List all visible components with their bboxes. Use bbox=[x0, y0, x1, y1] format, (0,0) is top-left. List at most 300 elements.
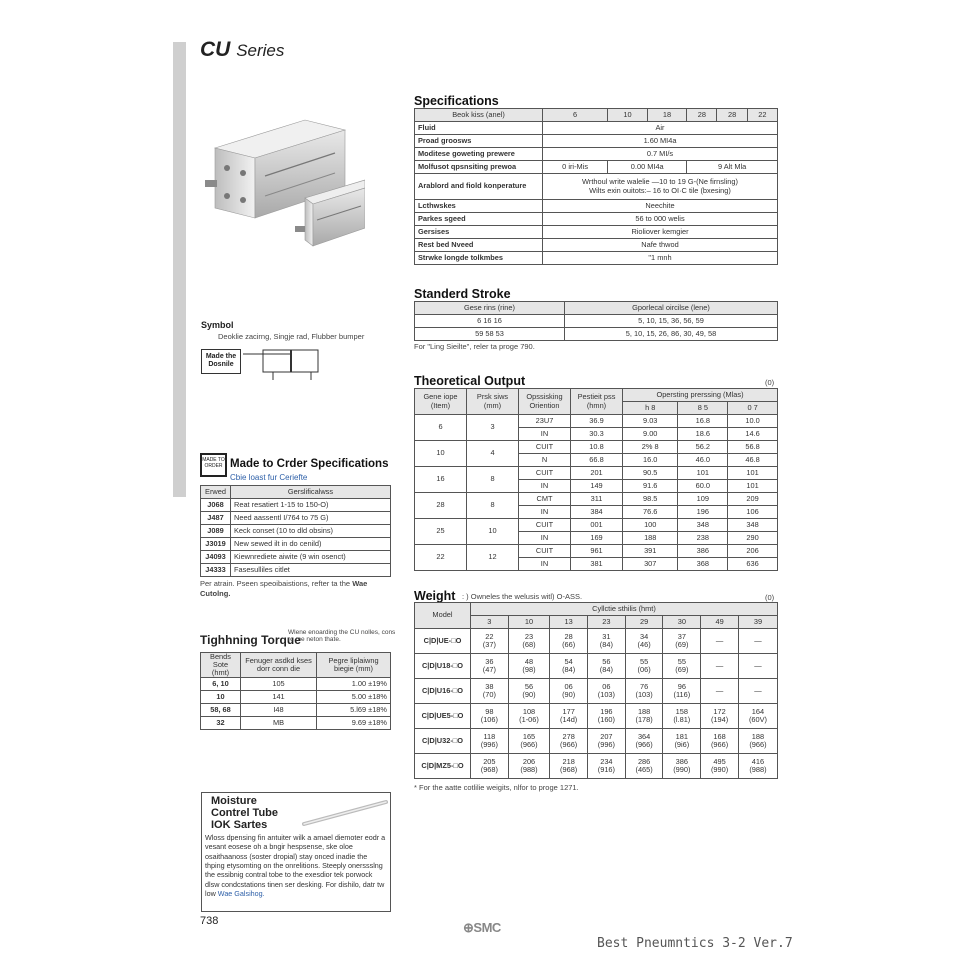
series-name: CU bbox=[200, 38, 231, 61]
weight-cell bbox=[663, 654, 701, 679]
tt-note: Wlene enoarding the CU nolles, cons ro me neton thate. bbox=[288, 629, 396, 644]
output-direction: IN bbox=[519, 506, 571, 519]
output-direction: CMT bbox=[519, 493, 571, 506]
weight-value-alt: (966) bbox=[560, 740, 578, 749]
weight-value-alt: (90) bbox=[522, 690, 536, 699]
mto-spec: Need aassentl I/764 to 75 G) bbox=[231, 512, 391, 525]
output-value: 391 bbox=[623, 545, 678, 558]
spec-row-label: Lcthwskes bbox=[415, 200, 543, 213]
mto-spec: Keck conset (10 to dld obsins) bbox=[231, 525, 391, 538]
output-rod: 10 bbox=[467, 519, 519, 545]
smc-logo: ⊕SMC bbox=[463, 920, 501, 935]
spec-ambient-line: Wrthoul write walelie —10 to 19 G-(Ne firnsling) bbox=[582, 177, 738, 187]
tt-bore: 6, 10 bbox=[201, 678, 241, 691]
weight-cell bbox=[588, 629, 626, 654]
output-table bbox=[414, 388, 778, 571]
weight-value: 56 bbox=[602, 656, 611, 666]
weight-value-alt: (990) bbox=[673, 765, 691, 774]
weight-value-alt: (966) bbox=[710, 740, 729, 749]
weight-value: — bbox=[754, 660, 762, 670]
output-h-rod: Prsk siws (mm) bbox=[467, 389, 519, 415]
weight-value: 207 bbox=[600, 731, 613, 741]
output-bore: 25 bbox=[415, 519, 467, 545]
output-press-col: h 8 bbox=[623, 402, 678, 415]
weight-cell bbox=[471, 704, 509, 729]
weight-cell bbox=[471, 679, 509, 704]
weight-cell bbox=[663, 629, 701, 654]
stroke-title: Standerd Stroke bbox=[414, 287, 511, 301]
weight-cell bbox=[701, 704, 739, 729]
weight-value: 06 bbox=[564, 681, 573, 691]
weight-value-alt: (68) bbox=[522, 640, 536, 649]
weight-value: 55 bbox=[640, 656, 649, 666]
output-h-area: Pestieit pss (hmn) bbox=[571, 389, 623, 415]
output-rod: 4 bbox=[467, 441, 519, 467]
moisture-title-line: IOK Sartes bbox=[211, 819, 268, 832]
weight-value: 196 bbox=[600, 706, 613, 716]
mto-spec: Fasesulliles citlet bbox=[231, 564, 391, 577]
weight-value: 172 bbox=[713, 706, 726, 716]
moisture-body-text: Wloss dpensing fin antuiter wilk a amael diemoter eodr a vesant eosese oh a bngir hespsense, ske oloe osaithaanoss (soster dropial) stay onced inadie the thping etysomting on the onrelitions. Steeply onerssslng the essibnig contral tobe to the exesdior tek porwock dlsw condcstations tinen ser desking. For dishilo, datr tw low bbox=[205, 833, 386, 899]
weight-cell bbox=[550, 754, 588, 779]
spec-row-label: Gersises bbox=[415, 226, 543, 239]
page-number: 738 bbox=[200, 915, 219, 927]
weight-cell bbox=[625, 754, 663, 779]
weight-cell bbox=[701, 654, 739, 679]
weight-value-alt: (9i6) bbox=[674, 740, 690, 749]
weight-value-alt: (103) bbox=[597, 690, 616, 699]
output-area: 001 bbox=[571, 519, 623, 532]
weight-value: 98 bbox=[485, 706, 494, 716]
weight-stroke-col: 23 bbox=[588, 616, 626, 629]
weight-cell bbox=[508, 729, 550, 754]
mto-note-text: Per atrain. Pseen speoibaistions, refter ta the bbox=[200, 579, 351, 588]
stroke-header: Gese rins (rine) bbox=[415, 302, 565, 315]
mto-spec: Reat resatiert 1-15 to 150-O) bbox=[231, 499, 391, 512]
weight-value-alt: (60V) bbox=[748, 715, 768, 724]
mto-note bbox=[200, 579, 392, 599]
output-value: 100 bbox=[623, 519, 678, 532]
spec-row-value: Neechite bbox=[543, 200, 778, 213]
tt-torque: I48 bbox=[241, 704, 317, 717]
output-value: 46.0 bbox=[678, 454, 728, 467]
output-value: 60.0 bbox=[678, 480, 728, 493]
weight-stroke-col: 29 bbox=[625, 616, 663, 629]
spec-row-value: 1.60 MI4a bbox=[543, 135, 778, 148]
weight-value: 54 bbox=[564, 656, 573, 666]
output-bore: 10 bbox=[415, 441, 467, 467]
weight-cell bbox=[701, 729, 739, 754]
weight-cell bbox=[588, 729, 626, 754]
weight-cell bbox=[588, 754, 626, 779]
output-area: 381 bbox=[571, 558, 623, 571]
weight-value: 218 bbox=[562, 756, 575, 766]
spec-row-label: Molfusot qpsnsiting prewoa bbox=[415, 161, 543, 174]
weight-table bbox=[414, 602, 778, 779]
output-value: 10.0 bbox=[728, 415, 778, 428]
weight-value: 31 bbox=[602, 631, 611, 641]
weight-value-alt: (47) bbox=[482, 665, 496, 674]
weight-title: Weight bbox=[414, 589, 456, 603]
stroke-header: Gporlecal oircilse (lene) bbox=[565, 302, 778, 315]
weight-cell bbox=[550, 679, 588, 704]
stroke-values: 5, 10, 15, 36, 56, 59 bbox=[565, 315, 778, 328]
weight-cell bbox=[738, 654, 777, 679]
weight-stroke-col: 49 bbox=[701, 616, 739, 629]
output-value: 307 bbox=[623, 558, 678, 571]
weight-value: 364 bbox=[637, 731, 651, 741]
weight-value: 23 bbox=[524, 631, 534, 641]
weight-value: 76 bbox=[640, 681, 649, 691]
weight-value: 278 bbox=[562, 731, 575, 741]
weight-cell bbox=[508, 704, 550, 729]
weight-cell bbox=[550, 654, 588, 679]
weight-value: 22 bbox=[485, 631, 494, 641]
weight-value: 34 bbox=[640, 631, 649, 641]
output-area: 169 bbox=[571, 532, 623, 545]
weight-value-alt: (968) bbox=[480, 765, 498, 774]
output-press-col: 0 7 bbox=[728, 402, 778, 415]
mto-table bbox=[200, 485, 391, 577]
stroke-bore: 59 58 53 bbox=[415, 328, 565, 341]
mto-subtitle: Cbie loast fur Ceriefte bbox=[230, 473, 308, 482]
weight-cell bbox=[550, 629, 588, 654]
output-h-press: Opersting prerssing (Mlas) bbox=[623, 389, 778, 402]
tt-h3: Pegre liplaiwng biegie (mm) bbox=[317, 653, 391, 678]
spec-ambient-line: Wilts exin ouitots:– 16 to OI·C tile (bxesing) bbox=[589, 185, 731, 195]
weight-value-alt: (968) bbox=[560, 765, 578, 774]
spec-title: Specifications bbox=[414, 94, 499, 108]
weight-value-alt: (84) bbox=[599, 665, 613, 674]
output-value: 106 bbox=[728, 506, 778, 519]
output-value: 109 bbox=[678, 493, 728, 506]
output-value: 290 bbox=[728, 532, 778, 545]
tt-torque: 141 bbox=[241, 691, 317, 704]
output-rod: 12 bbox=[467, 545, 519, 571]
stroke-bore: 6 16 16 bbox=[415, 315, 565, 328]
weight-value: 158 bbox=[675, 706, 689, 716]
weight-model: C|D|MZ5-□O bbox=[415, 754, 471, 779]
stroke-note: For "Ling Sieilte", reler ta proge 790. bbox=[414, 342, 535, 351]
series-suffix: Series bbox=[236, 41, 285, 60]
output-direction: CUIT bbox=[519, 467, 571, 480]
spec-table bbox=[414, 108, 778, 265]
weight-cell bbox=[663, 729, 701, 754]
weight-cell bbox=[738, 679, 777, 704]
tube-icon bbox=[300, 796, 390, 828]
spec-row-label: Strwke longde tolkmbes bbox=[415, 252, 543, 265]
weight-value: — bbox=[754, 685, 762, 695]
spec-bore: 6 bbox=[543, 109, 608, 122]
weight-value: 188 bbox=[751, 731, 765, 741]
spec-row-label: Moditese goweting prewere bbox=[415, 148, 543, 161]
weight-cell bbox=[625, 629, 663, 654]
output-direction: CUIT bbox=[519, 545, 571, 558]
output-value: 9.03 bbox=[623, 415, 678, 428]
weight-value: 181 bbox=[675, 731, 689, 741]
output-direction: CUIT bbox=[519, 519, 571, 532]
weight-stroke-col: 3 bbox=[471, 616, 509, 629]
weight-value: 108 bbox=[522, 706, 536, 716]
weight-value-alt: (l.81) bbox=[673, 715, 691, 724]
mto-symbol: J068 bbox=[201, 499, 231, 512]
spec-row-label: Fluid bbox=[415, 122, 543, 135]
weight-value: 38 bbox=[485, 681, 494, 691]
output-value: 238 bbox=[678, 532, 728, 545]
weight-cell bbox=[508, 629, 550, 654]
output-direction: 23U7 bbox=[519, 415, 571, 428]
mto-spec: New sewed ilt in do cenild) bbox=[231, 538, 391, 551]
output-value: 16.0 bbox=[623, 454, 678, 467]
weight-value-alt: (996) bbox=[597, 740, 616, 749]
weight-value: 168 bbox=[713, 731, 726, 741]
weight-value: 177 bbox=[562, 706, 575, 716]
weight-value: 06 bbox=[602, 681, 611, 691]
weight-value: 286 bbox=[637, 756, 651, 766]
weight-cell bbox=[550, 704, 588, 729]
output-direction: IN bbox=[519, 428, 571, 441]
weight-value: 118 bbox=[483, 731, 496, 741]
series-title bbox=[200, 38, 284, 62]
weight-note: * For the aatte cotlilie weigits, nlfor to proge 1271. bbox=[414, 783, 579, 792]
weight-value-alt: (1-06) bbox=[519, 715, 539, 724]
moisture-link[interactable]: Wae Galsihog. bbox=[217, 889, 265, 899]
tt-range: 1.00 ±19% bbox=[317, 678, 391, 691]
weight-value-alt: (69) bbox=[675, 640, 689, 649]
weight-cell bbox=[550, 729, 588, 754]
sidebar-bar bbox=[173, 42, 186, 497]
output-area: 149 bbox=[571, 480, 623, 493]
weight-value: 28 bbox=[564, 631, 573, 641]
output-value: 348 bbox=[728, 519, 778, 532]
tt-torque: 105 bbox=[241, 678, 317, 691]
output-value: 14.6 bbox=[728, 428, 778, 441]
weight-value-alt: (06) bbox=[637, 665, 651, 674]
mto-spec: Kiewnrediete aiwite (9 win osenct) bbox=[231, 551, 391, 564]
moisture-body bbox=[205, 833, 387, 899]
weight-value-alt: (103) bbox=[635, 690, 653, 699]
mto-symbol: J3019 bbox=[201, 538, 231, 551]
footer-text: Best Pneumntics 3-2 Ver.7 bbox=[597, 936, 793, 951]
weight-model: C|D|UE5-□O bbox=[415, 704, 471, 729]
weight-cell bbox=[508, 679, 550, 704]
weight-cell bbox=[738, 704, 777, 729]
spec-bore: 18 bbox=[647, 109, 687, 122]
output-direction: N bbox=[519, 454, 571, 467]
weight-model: C|D|U18-□O bbox=[415, 654, 471, 679]
weight-cell bbox=[663, 704, 701, 729]
weight-value: 188 bbox=[637, 706, 651, 716]
output-value: 2% 8 bbox=[623, 441, 678, 454]
weight-model: C|D|U32-□O bbox=[415, 729, 471, 754]
spec-row-value: Air bbox=[543, 122, 778, 135]
output-value: 101 bbox=[728, 467, 778, 480]
output-value: 386 bbox=[678, 545, 728, 558]
output-area: 10.8 bbox=[571, 441, 623, 454]
weight-cell bbox=[471, 754, 509, 779]
weight-stroke-col: 10 bbox=[508, 616, 550, 629]
output-direction: IN bbox=[519, 532, 571, 545]
weight-value: 164 bbox=[751, 706, 765, 716]
weight-value-alt: (988) bbox=[520, 765, 538, 774]
spec-row-label: Parkes sgeed bbox=[415, 213, 543, 226]
weight-value-alt: (990) bbox=[710, 765, 729, 774]
stroke-values: 5, 10, 15, 26, 86, 30, 49, 58 bbox=[565, 328, 778, 341]
weight-value-alt: (160) bbox=[597, 715, 616, 724]
output-direction: IN bbox=[519, 480, 571, 493]
weight-cell bbox=[588, 679, 626, 704]
mto-note-link[interactable]: Cutolng. bbox=[200, 588, 231, 598]
made-to-order-icon: MADE TO ORDER bbox=[200, 453, 227, 477]
weight-value: — bbox=[754, 635, 762, 645]
weight-value-alt: (37) bbox=[482, 640, 496, 649]
mto-symbol: J089 bbox=[201, 525, 231, 538]
spec-row-value: Nafe thwod bbox=[543, 239, 778, 252]
tt-table bbox=[200, 652, 391, 730]
output-value: 46.8 bbox=[728, 454, 778, 467]
weight-cell bbox=[588, 704, 626, 729]
symbol-caption: Deoklie zacirng, Singje rad, Flubber bumper bbox=[218, 332, 365, 341]
spec-bore: 28 bbox=[687, 109, 717, 122]
mto-symbol: J487 bbox=[201, 512, 231, 525]
mto-note-link[interactable]: Wae bbox=[352, 579, 368, 588]
weight-value: 234 bbox=[600, 756, 613, 766]
output-area: 201 bbox=[571, 467, 623, 480]
tt-range: 5.l69 ±18% bbox=[317, 704, 391, 717]
spec-row-label: Proad groosws bbox=[415, 135, 543, 148]
weight-value: 416 bbox=[751, 756, 765, 766]
tt-h2: Fenuger asdkd kses dorr conn die bbox=[241, 653, 317, 678]
weight-value-alt: (465) bbox=[635, 765, 653, 774]
moisture-title-line: Contrel Tube bbox=[211, 807, 279, 820]
output-value: 56.2 bbox=[678, 441, 728, 454]
mto-symbol: J4093 bbox=[201, 551, 231, 564]
weight-value-alt: (966) bbox=[520, 740, 538, 749]
weight-cell bbox=[625, 729, 663, 754]
output-bore: 16 bbox=[415, 467, 467, 493]
weight-stroke-col: 39 bbox=[738, 616, 777, 629]
weight-value-alt: (84) bbox=[599, 640, 613, 649]
mto-h-spec: Gerslificalwss bbox=[231, 486, 391, 499]
output-h-dir: Opssisking Oriention bbox=[519, 389, 571, 415]
spec-header-label: Beok kiss (anel) bbox=[415, 109, 543, 122]
weight-h-model: Model bbox=[415, 603, 471, 629]
weight-model: C|D|UE-□O bbox=[415, 629, 471, 654]
weight-value-alt: (69) bbox=[675, 665, 689, 674]
weight-value: 48 bbox=[524, 656, 534, 666]
output-press-col: 8 5 bbox=[678, 402, 728, 415]
spec-bore: 22 bbox=[747, 109, 777, 122]
output-area: 961 bbox=[571, 545, 623, 558]
output-area: 30.3 bbox=[571, 428, 623, 441]
spec-min-press-value: 0 iri-Mis bbox=[543, 161, 608, 174]
weight-value-alt: (84) bbox=[562, 665, 576, 674]
weight-subtitle: : ) Owneles the welusis witl) O-ASS. bbox=[462, 592, 583, 601]
output-value: 16.8 bbox=[678, 415, 728, 428]
output-bore: 28 bbox=[415, 493, 467, 519]
output-area: 36.9 bbox=[571, 415, 623, 428]
weight-stroke-col: 30 bbox=[663, 616, 701, 629]
weight-cell bbox=[663, 754, 701, 779]
output-value: 209 bbox=[728, 493, 778, 506]
weight-value: 96 bbox=[677, 681, 686, 691]
tt-torque: MB bbox=[241, 717, 317, 730]
output-area: 384 bbox=[571, 506, 623, 519]
weight-unit: (0) bbox=[765, 593, 775, 602]
weight-value: 495 bbox=[713, 756, 726, 766]
moisture-title bbox=[211, 795, 278, 831]
weight-value-alt: (116) bbox=[673, 690, 691, 699]
output-unit: (0) bbox=[765, 378, 775, 387]
weight-cell bbox=[471, 629, 509, 654]
weight-cell bbox=[738, 729, 777, 754]
tt-h1: Bends Sote (hmt) bbox=[201, 653, 241, 678]
weight-value: 36 bbox=[485, 656, 494, 666]
weight-value-alt: (70) bbox=[482, 690, 496, 699]
output-bore: 6 bbox=[415, 415, 467, 441]
spec-row-value: 56 to 000 welis bbox=[543, 213, 778, 226]
weight-value-alt: (916) bbox=[597, 765, 616, 774]
output-value: 18.6 bbox=[678, 428, 728, 441]
weight-cell bbox=[738, 754, 777, 779]
output-value: 101 bbox=[678, 467, 728, 480]
weight-value: 37 bbox=[677, 631, 686, 641]
weight-value-alt: (966) bbox=[635, 740, 653, 749]
output-value: 188 bbox=[623, 532, 678, 545]
weight-value-alt: (90) bbox=[562, 690, 576, 699]
weight-cell bbox=[625, 704, 663, 729]
weight-value-alt: (194) bbox=[710, 715, 729, 724]
mto-title: Made to Crder Specifications bbox=[230, 458, 389, 470]
output-value: 348 bbox=[678, 519, 728, 532]
weight-value: — bbox=[715, 660, 724, 670]
output-value: 76.6 bbox=[623, 506, 678, 519]
weight-stroke-col: 13 bbox=[550, 616, 588, 629]
weight-value: 386 bbox=[675, 756, 689, 766]
weight-cell bbox=[588, 654, 626, 679]
weight-value-alt: (996) bbox=[480, 740, 498, 749]
moisture-title-line: Moisture bbox=[211, 795, 257, 807]
tt-range: 9.69 ±18% bbox=[317, 717, 391, 730]
weight-h-stroke: Cyllctie sthilis (hmt) bbox=[471, 603, 778, 616]
output-bore: 22 bbox=[415, 545, 467, 571]
spec-bore: 10 bbox=[608, 109, 648, 122]
weight-cell bbox=[508, 654, 550, 679]
output-value: 101 bbox=[728, 480, 778, 493]
output-value: 98.5 bbox=[623, 493, 678, 506]
mto-h-symbol: Erwed bbox=[201, 486, 231, 499]
output-rod: 3 bbox=[467, 415, 519, 441]
output-value: 56.8 bbox=[728, 441, 778, 454]
spec-row-value: Rioliover kemgier bbox=[543, 226, 778, 239]
output-value: 368 bbox=[678, 558, 728, 571]
weight-value-alt: (14d) bbox=[560, 715, 578, 724]
output-rod: 8 bbox=[467, 467, 519, 493]
cylinder-symbol-icon bbox=[243, 342, 323, 382]
weight-value: 205 bbox=[483, 756, 496, 766]
weight-cell bbox=[738, 629, 777, 654]
tt-bore: 10 bbox=[201, 691, 241, 704]
output-value: 90.5 bbox=[623, 467, 678, 480]
weight-value: — bbox=[715, 685, 724, 695]
product-photo bbox=[205, 108, 365, 268]
weight-cell bbox=[625, 679, 663, 704]
spec-row-value: 0.7 MI/s bbox=[543, 148, 778, 161]
weight-cell bbox=[625, 654, 663, 679]
output-h-bore: Gene iope (Item) bbox=[415, 389, 467, 415]
weight-cell bbox=[701, 754, 739, 779]
output-direction: IN bbox=[519, 558, 571, 571]
